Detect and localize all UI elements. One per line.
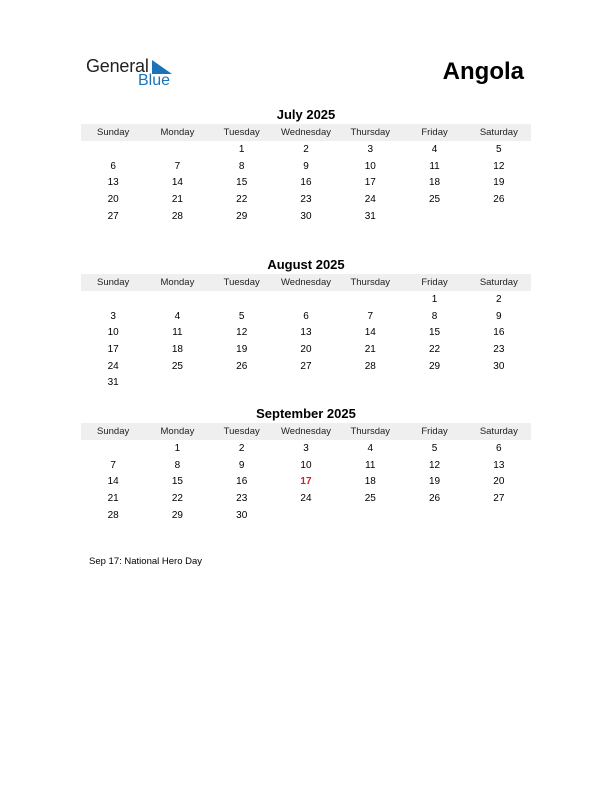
week-row xyxy=(81,440,531,457)
day-cell: 17 xyxy=(107,343,119,355)
day-cell: 30 xyxy=(493,360,505,372)
holiday-day-cell: 17 xyxy=(300,476,312,488)
day-cell: 16 xyxy=(300,177,312,189)
week-row xyxy=(81,358,531,375)
day-cell: 27 xyxy=(493,492,505,504)
week-row xyxy=(81,308,531,325)
day-cell: 27 xyxy=(107,210,119,222)
day-cell: 7 xyxy=(174,160,181,172)
day-cell: 8 xyxy=(431,310,438,322)
week-row xyxy=(81,507,531,524)
logo-word-blue: Blue xyxy=(138,72,171,89)
week-row xyxy=(81,490,531,507)
day-cell: 26 xyxy=(236,360,248,372)
weekday-label: Sunday xyxy=(97,426,130,437)
day-cell: 21 xyxy=(107,492,119,504)
week-row xyxy=(81,457,531,474)
day-cell: 22 xyxy=(236,193,248,205)
weekday-label: Friday xyxy=(421,127,448,138)
day-cell: 1 xyxy=(238,143,245,155)
day-cell: 26 xyxy=(493,193,505,205)
logo-word-general: General xyxy=(86,56,149,76)
day-cell: 23 xyxy=(236,492,248,504)
day-cell: 31 xyxy=(364,210,376,222)
day-cell: 30 xyxy=(236,509,248,521)
day-cell: 5 xyxy=(431,442,438,454)
weekday-header xyxy=(81,124,531,141)
day-cell: 6 xyxy=(110,160,116,172)
day-cell: 25 xyxy=(364,492,376,504)
day-cell: 25 xyxy=(171,360,183,372)
day-cell: 19 xyxy=(428,476,441,488)
day-cell: 8 xyxy=(238,160,245,172)
day-cell: 9 xyxy=(496,310,502,322)
day-cell: 5 xyxy=(496,143,502,155)
weekday-label: Wednesday xyxy=(280,277,331,288)
day-cell: 17 xyxy=(364,177,376,189)
week-row xyxy=(81,158,531,175)
day-cell: 20 xyxy=(493,476,505,488)
day-cell: 21 xyxy=(171,193,183,205)
day-cell: 11 xyxy=(172,327,183,339)
country-title: Angola xyxy=(442,58,524,85)
day-cell: 13 xyxy=(493,459,505,471)
day-cell: 12 xyxy=(493,160,505,172)
day-cell: 16 xyxy=(236,476,248,488)
weekday-label: Monday xyxy=(160,426,195,437)
weekday-label: Tuesday xyxy=(223,127,260,138)
day-cell: 8 xyxy=(174,459,181,471)
week-row xyxy=(81,324,531,341)
day-cell: 30 xyxy=(300,210,312,222)
day-cell: 25 xyxy=(428,193,441,205)
day-cell: 24 xyxy=(300,492,312,504)
day-cell: 3 xyxy=(303,442,309,454)
weekday-label: Tuesday xyxy=(223,426,260,437)
day-cell: 3 xyxy=(367,143,374,155)
week-row xyxy=(81,141,531,158)
week-row xyxy=(81,208,531,225)
month-july xyxy=(81,106,531,224)
weekday-label: Thursday xyxy=(350,127,391,138)
day-cell: 9 xyxy=(303,160,309,172)
day-cell: 18 xyxy=(364,476,376,488)
weekday-label: Saturday xyxy=(479,277,518,288)
day-cell: 14 xyxy=(171,177,183,189)
week-row xyxy=(81,291,531,308)
day-cell: 28 xyxy=(364,360,376,372)
day-cell: 2 xyxy=(303,143,309,155)
weekday-header xyxy=(81,274,531,291)
weekday-label: Thursday xyxy=(350,426,391,437)
weekday-label: Wednesday xyxy=(280,426,331,437)
day-cell: 12 xyxy=(236,327,248,339)
month-september xyxy=(81,405,531,523)
day-cell: 13 xyxy=(107,177,119,189)
weekday-label: Monday xyxy=(160,127,195,138)
weekday-label: Tuesday xyxy=(223,277,260,288)
day-cell: 7 xyxy=(110,459,116,471)
month-august xyxy=(81,256,531,391)
day-cell: 31 xyxy=(107,377,119,389)
day-cell: 28 xyxy=(107,509,119,521)
day-cell: 11 xyxy=(429,160,440,172)
weekday-label: Sunday xyxy=(97,127,130,138)
day-cell: 6 xyxy=(496,442,502,454)
weekday-label: Wednesday xyxy=(280,127,331,138)
day-cell: 10 xyxy=(364,160,376,172)
day-cell: 29 xyxy=(236,210,248,222)
day-cell: 15 xyxy=(428,327,441,339)
day-cell: 20 xyxy=(107,193,119,205)
week-row xyxy=(81,191,531,208)
day-cell: 18 xyxy=(171,343,183,355)
weekday-label: Monday xyxy=(160,277,195,288)
holiday-notes xyxy=(89,556,202,567)
day-cell: 18 xyxy=(428,177,441,189)
day-cell: 1 xyxy=(174,442,181,454)
weekday-label: Saturday xyxy=(479,426,518,437)
day-cell: 29 xyxy=(171,509,183,521)
day-cell: 2 xyxy=(496,293,502,305)
day-cell: 10 xyxy=(300,459,312,471)
day-cell: 23 xyxy=(300,193,312,205)
day-cell: 11 xyxy=(365,459,376,471)
day-cell: 16 xyxy=(493,327,505,339)
day-cell: 24 xyxy=(107,360,119,372)
day-cell: 4 xyxy=(174,310,181,322)
day-cell: 14 xyxy=(107,476,119,488)
week-row xyxy=(81,341,531,358)
month-title: July 2025 xyxy=(276,107,336,122)
day-cell: 21 xyxy=(364,343,376,355)
day-cell: 9 xyxy=(238,459,245,471)
weekday-label: Saturday xyxy=(479,127,518,138)
day-cell: 4 xyxy=(431,143,438,155)
day-cell: 27 xyxy=(300,360,312,372)
day-cell: 19 xyxy=(236,343,248,355)
day-cell: 24 xyxy=(364,193,376,205)
day-cell: 3 xyxy=(110,310,116,322)
day-cell: 28 xyxy=(171,210,183,222)
day-cell: 23 xyxy=(493,343,505,355)
day-cell: 13 xyxy=(300,327,312,339)
weekday-header xyxy=(81,423,531,440)
weekday-label: Thursday xyxy=(350,277,391,288)
day-cell: 12 xyxy=(428,459,441,471)
day-cell: 4 xyxy=(367,442,374,454)
day-cell: 6 xyxy=(303,310,309,322)
day-cell: 22 xyxy=(171,492,183,504)
day-cell: 22 xyxy=(428,343,441,355)
day-cell: 5 xyxy=(238,310,245,322)
week-row xyxy=(81,174,531,191)
day-cell: 1 xyxy=(431,293,438,305)
month-title: September 2025 xyxy=(256,406,356,421)
weekday-label: Sunday xyxy=(97,277,130,288)
day-cell: 15 xyxy=(236,177,248,189)
day-cell: 14 xyxy=(364,327,376,339)
day-cell: 20 xyxy=(300,343,312,355)
day-cell: 29 xyxy=(428,360,441,372)
day-cell: 26 xyxy=(428,492,441,504)
day-cell: 15 xyxy=(171,476,183,488)
weekday-label: Friday xyxy=(421,426,448,437)
logo xyxy=(86,56,186,92)
holiday-note: Sep 17: National Hero Day xyxy=(89,556,203,567)
week-row xyxy=(81,473,531,490)
weekday-label: Friday xyxy=(421,277,448,288)
day-cell: 2 xyxy=(238,442,245,454)
day-cell: 7 xyxy=(367,310,374,322)
week-row xyxy=(81,374,531,391)
day-cell: 19 xyxy=(493,177,505,189)
day-cell: 10 xyxy=(107,327,119,339)
month-title: August 2025 xyxy=(267,257,345,272)
